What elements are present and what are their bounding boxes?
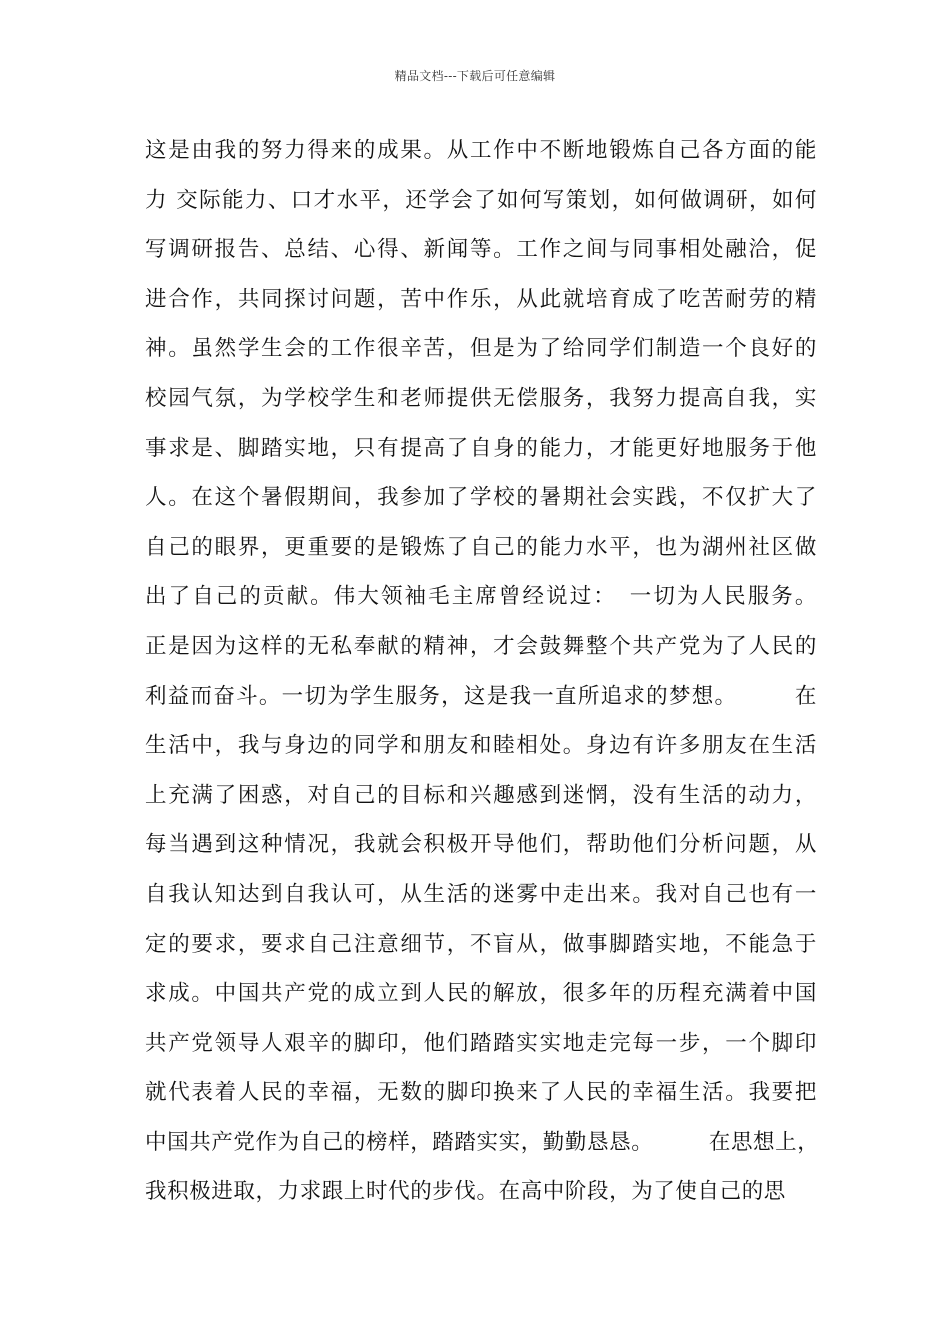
text-line: 校园气氛，为学校学生和老师提供无偿服务，我努力提高自我，实 — [145, 385, 817, 411]
text-line: 求成。中国共产党的成立到人民的解放，很多年的历程充满着中国 — [145, 981, 817, 1007]
text-line: 生活中，我与身边的同学和朋友和睦相处。身边有许多朋友在生活 — [145, 733, 817, 759]
text-line: 力 交际能力、口才水平，还学会了如何写策划，如何做调研，如何 — [145, 187, 817, 213]
text-line: 就代表着人民的幸福，无数的脚印换来了人民的幸福生活。我要把 — [145, 1080, 817, 1106]
text-line: 写调研报告、总结、心得、新闻等。工作之间与同事相处融洽，促 — [145, 237, 817, 263]
text-line: 自我认知达到自我认可，从生活的迷雾中走出来。我对自己也有一 — [145, 881, 817, 907]
text-line: 事求是、脚踏实地，只有提高了自身的能力，才能更好地服务于他 — [145, 435, 817, 461]
text-line: 正是因为这样的无私奉献的精神，才会鼓舞整个共产党为了人民的 — [145, 633, 817, 659]
text-line: 利益而奋斗。一切为学生服务，这是我一直所追求的梦想。 在 — [145, 683, 817, 709]
text-line: 人。在这个暑假期间，我参加了学校的暑期社会实践，不仅扩大了 — [145, 485, 817, 511]
text-line: 出了自己的贡献。伟大领袖毛主席曾经说过： 一切为人民服务。 — [145, 584, 817, 610]
text-line: 这是由我的努力得来的成果。从工作中不断地锻炼自己各方面的能 — [145, 138, 817, 163]
text-line: 上充满了困惑，对自己的目标和兴趣感到迷惘，没有生活的动力， — [145, 782, 817, 808]
text-line: 进合作，共同探讨问题，苦中作乐，从此就培育成了吃苦耐劳的精 — [145, 286, 817, 312]
text-line: 自己的眼界，更重要的是锻炼了自己的能力水平，也为湖州社区做 — [145, 534, 817, 560]
text-line: 神。虽然学生会的工作很辛苦，但是为了给同学们制造一个良好的 — [145, 336, 817, 362]
body-text — [145, 133, 820, 1224]
text-line: 每当遇到这种情况，我就会积极开导他们，帮助他们分析问题，从 — [145, 832, 817, 858]
text-line: 中国共产党作为自己的榜样，踏踏实实，勤勤恳恳。 在思想上， — [145, 1129, 820, 1155]
text-line: 共产党领导人艰辛的脚印，他们踏踏实实地走完每一步，一个脚印 — [145, 1030, 817, 1056]
text-line: 我积极进取，力求跟上时代的步伐。在高中阶段，为了使自己的思 — [145, 1179, 786, 1205]
page-header: 精品文档---下载后可任意编辑 — [394, 69, 556, 83]
text-line: 定的要求，要求自己注意细节，不盲从，做事脚踏实地，不能急于 — [145, 931, 817, 957]
